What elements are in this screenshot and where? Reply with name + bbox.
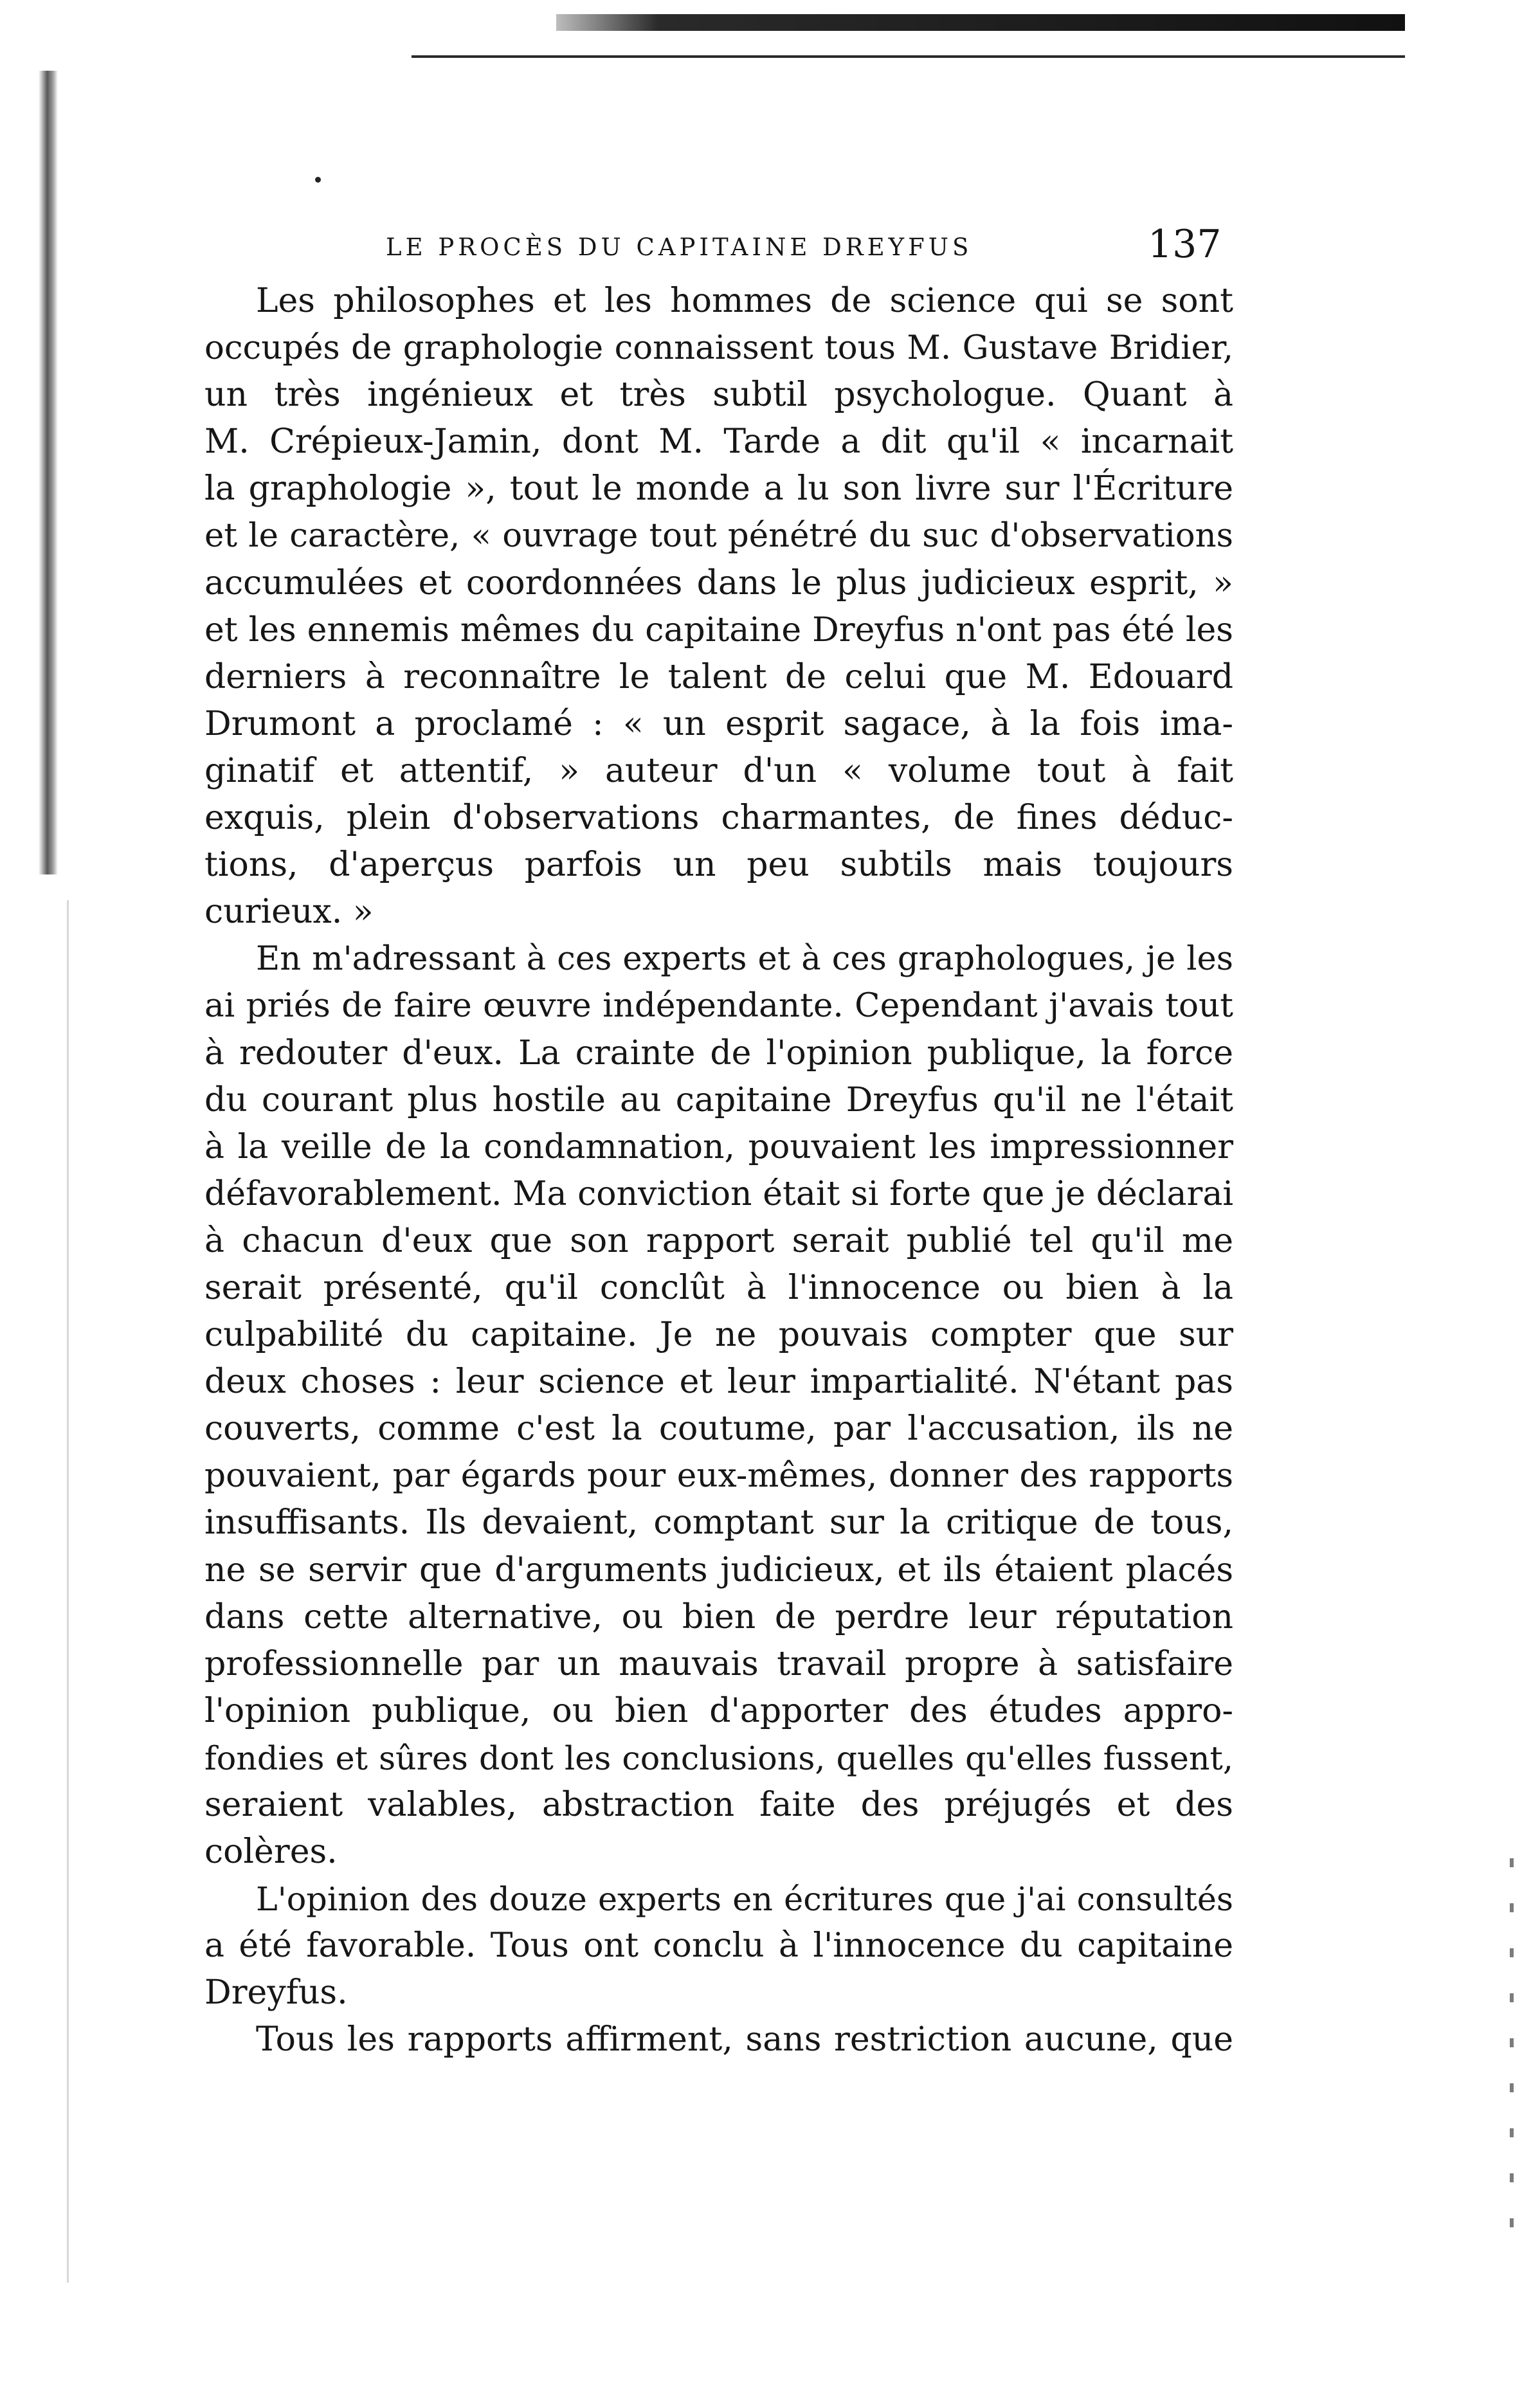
binding-edge-shadow — [39, 71, 58, 874]
text-line: L'opinion des douze experts en écritures que j'ai consultés — [256, 1880, 1233, 1919]
text-line: défavorablement. Ma conviction était si forte que je déclarai — [204, 1174, 1233, 1213]
text-line: insuffisants. Ils devaient, comptant sur la critique de tous, — [204, 1503, 1233, 1543]
text-line: à la veille de la condamnation, pouvaient les impressionner — [204, 1127, 1233, 1166]
text-line: serait présenté, qu'il conclût à l'innocence ou bien à la — [204, 1268, 1233, 1307]
text-line: M. Crépieux-Jamin, dont M. Tarde a dit qu'il « incarnait — [204, 422, 1233, 462]
text-line: exquis, plein d'observations charmantes, de fines déduc- — [204, 799, 1233, 838]
text-line: curieux. » — [204, 892, 374, 932]
text-line: seraient valables, abstraction faite des préjugés et des — [204, 1786, 1233, 1824]
text-line: et les ennemis mêmes du capitaine Dreyfus n'ont pas été les — [204, 610, 1233, 649]
ink-dot — [315, 177, 321, 183]
text-line: du courant plus hostile au capitaine Dreyfus qu'il ne l'était — [204, 1080, 1233, 1119]
text-line: un très ingénieux et très subtil psychologue. Quant à — [204, 376, 1233, 415]
text-line: à redouter d'eux. La crainte de l'opinion publique, la force — [204, 1033, 1233, 1073]
scan-specks — [1510, 1858, 1514, 2244]
page-number: 137 — [1148, 222, 1222, 267]
top-rule-thick — [556, 14, 1405, 31]
text-line: tions, d'aperçus parfois un peu subtils mais toujours — [204, 846, 1233, 885]
text-line: ai priés de faire œuvre indépendante. Cependant j'avais tout — [204, 986, 1233, 1026]
text-line: ne se servir que d'arguments judicieux, et ils étaient placés — [204, 1550, 1233, 1589]
text-line: culpabilité du capitaine. Je ne pouvais compter que sur — [204, 1316, 1233, 1355]
text-line: Dreyfus. — [204, 1973, 348, 2013]
text-line: Drumont a proclamé : « un esprit sagace, à la fois ima- — [204, 704, 1233, 743]
top-rule-thin — [412, 55, 1405, 58]
text-line: Les philosophes et les hommes de science qui se sont — [256, 282, 1233, 320]
page-edge-line — [67, 900, 69, 2283]
text-line: fondies et sûres dont les conclusions, quelles qu'elles fussent, — [204, 1739, 1233, 1777]
text-line: professionnelle par un mauvais travail propre à satisfaire — [204, 1644, 1233, 1683]
body-text — [204, 278, 1233, 2064]
text-line: et le caractère, « ouvrage tout pénétré du suc d'observations — [204, 516, 1233, 556]
text-line: pouvaient, par égards pour eux-mêmes, donner des rapports — [204, 1456, 1233, 1496]
text-line: dans cette alternative, ou bien de perdre leur réputation — [204, 1597, 1233, 1636]
text-line: occupés de graphologie connaissent tous M. Gustave Bridier, — [204, 329, 1233, 368]
text-line: la graphologie », tout le monde a lu son livre sur l'Écriture — [204, 469, 1233, 509]
text-line: colères. — [204, 1833, 338, 1872]
text-line: à chacun d'eux que son rapport serait publié tel qu'il me — [204, 1221, 1233, 1260]
text-line: l'opinion publique, ou bien d'apporter des études appro- — [204, 1691, 1233, 1730]
running-head: LE PROCÈS DU CAPITAINE DREYFUS — [386, 233, 973, 261]
text-line: deux choses : leur science et leur impartialité. N'étant pas — [204, 1363, 1233, 1402]
text-line: ginatif et attentif, » auteur d'un « volume tout à fait — [204, 751, 1233, 790]
text-line: couverts, comme c'est la coutume, par l'accusation, ils ne — [204, 1409, 1233, 1449]
text-line: derniers à reconnaître le talent de celui que M. Edouard — [204, 657, 1233, 696]
text-line: a été favorable. Tous ont conclu à l'innocence du capitaine — [204, 1926, 1233, 1966]
text-line: En m'adressant à ces experts et à ces graphologues, je les — [256, 940, 1233, 979]
text-line: Tous les rapports affirment, sans restriction aucune, que — [256, 2020, 1233, 2060]
text-line: accumulées et coordonnées dans le plus judicieux esprit, » — [204, 563, 1233, 602]
